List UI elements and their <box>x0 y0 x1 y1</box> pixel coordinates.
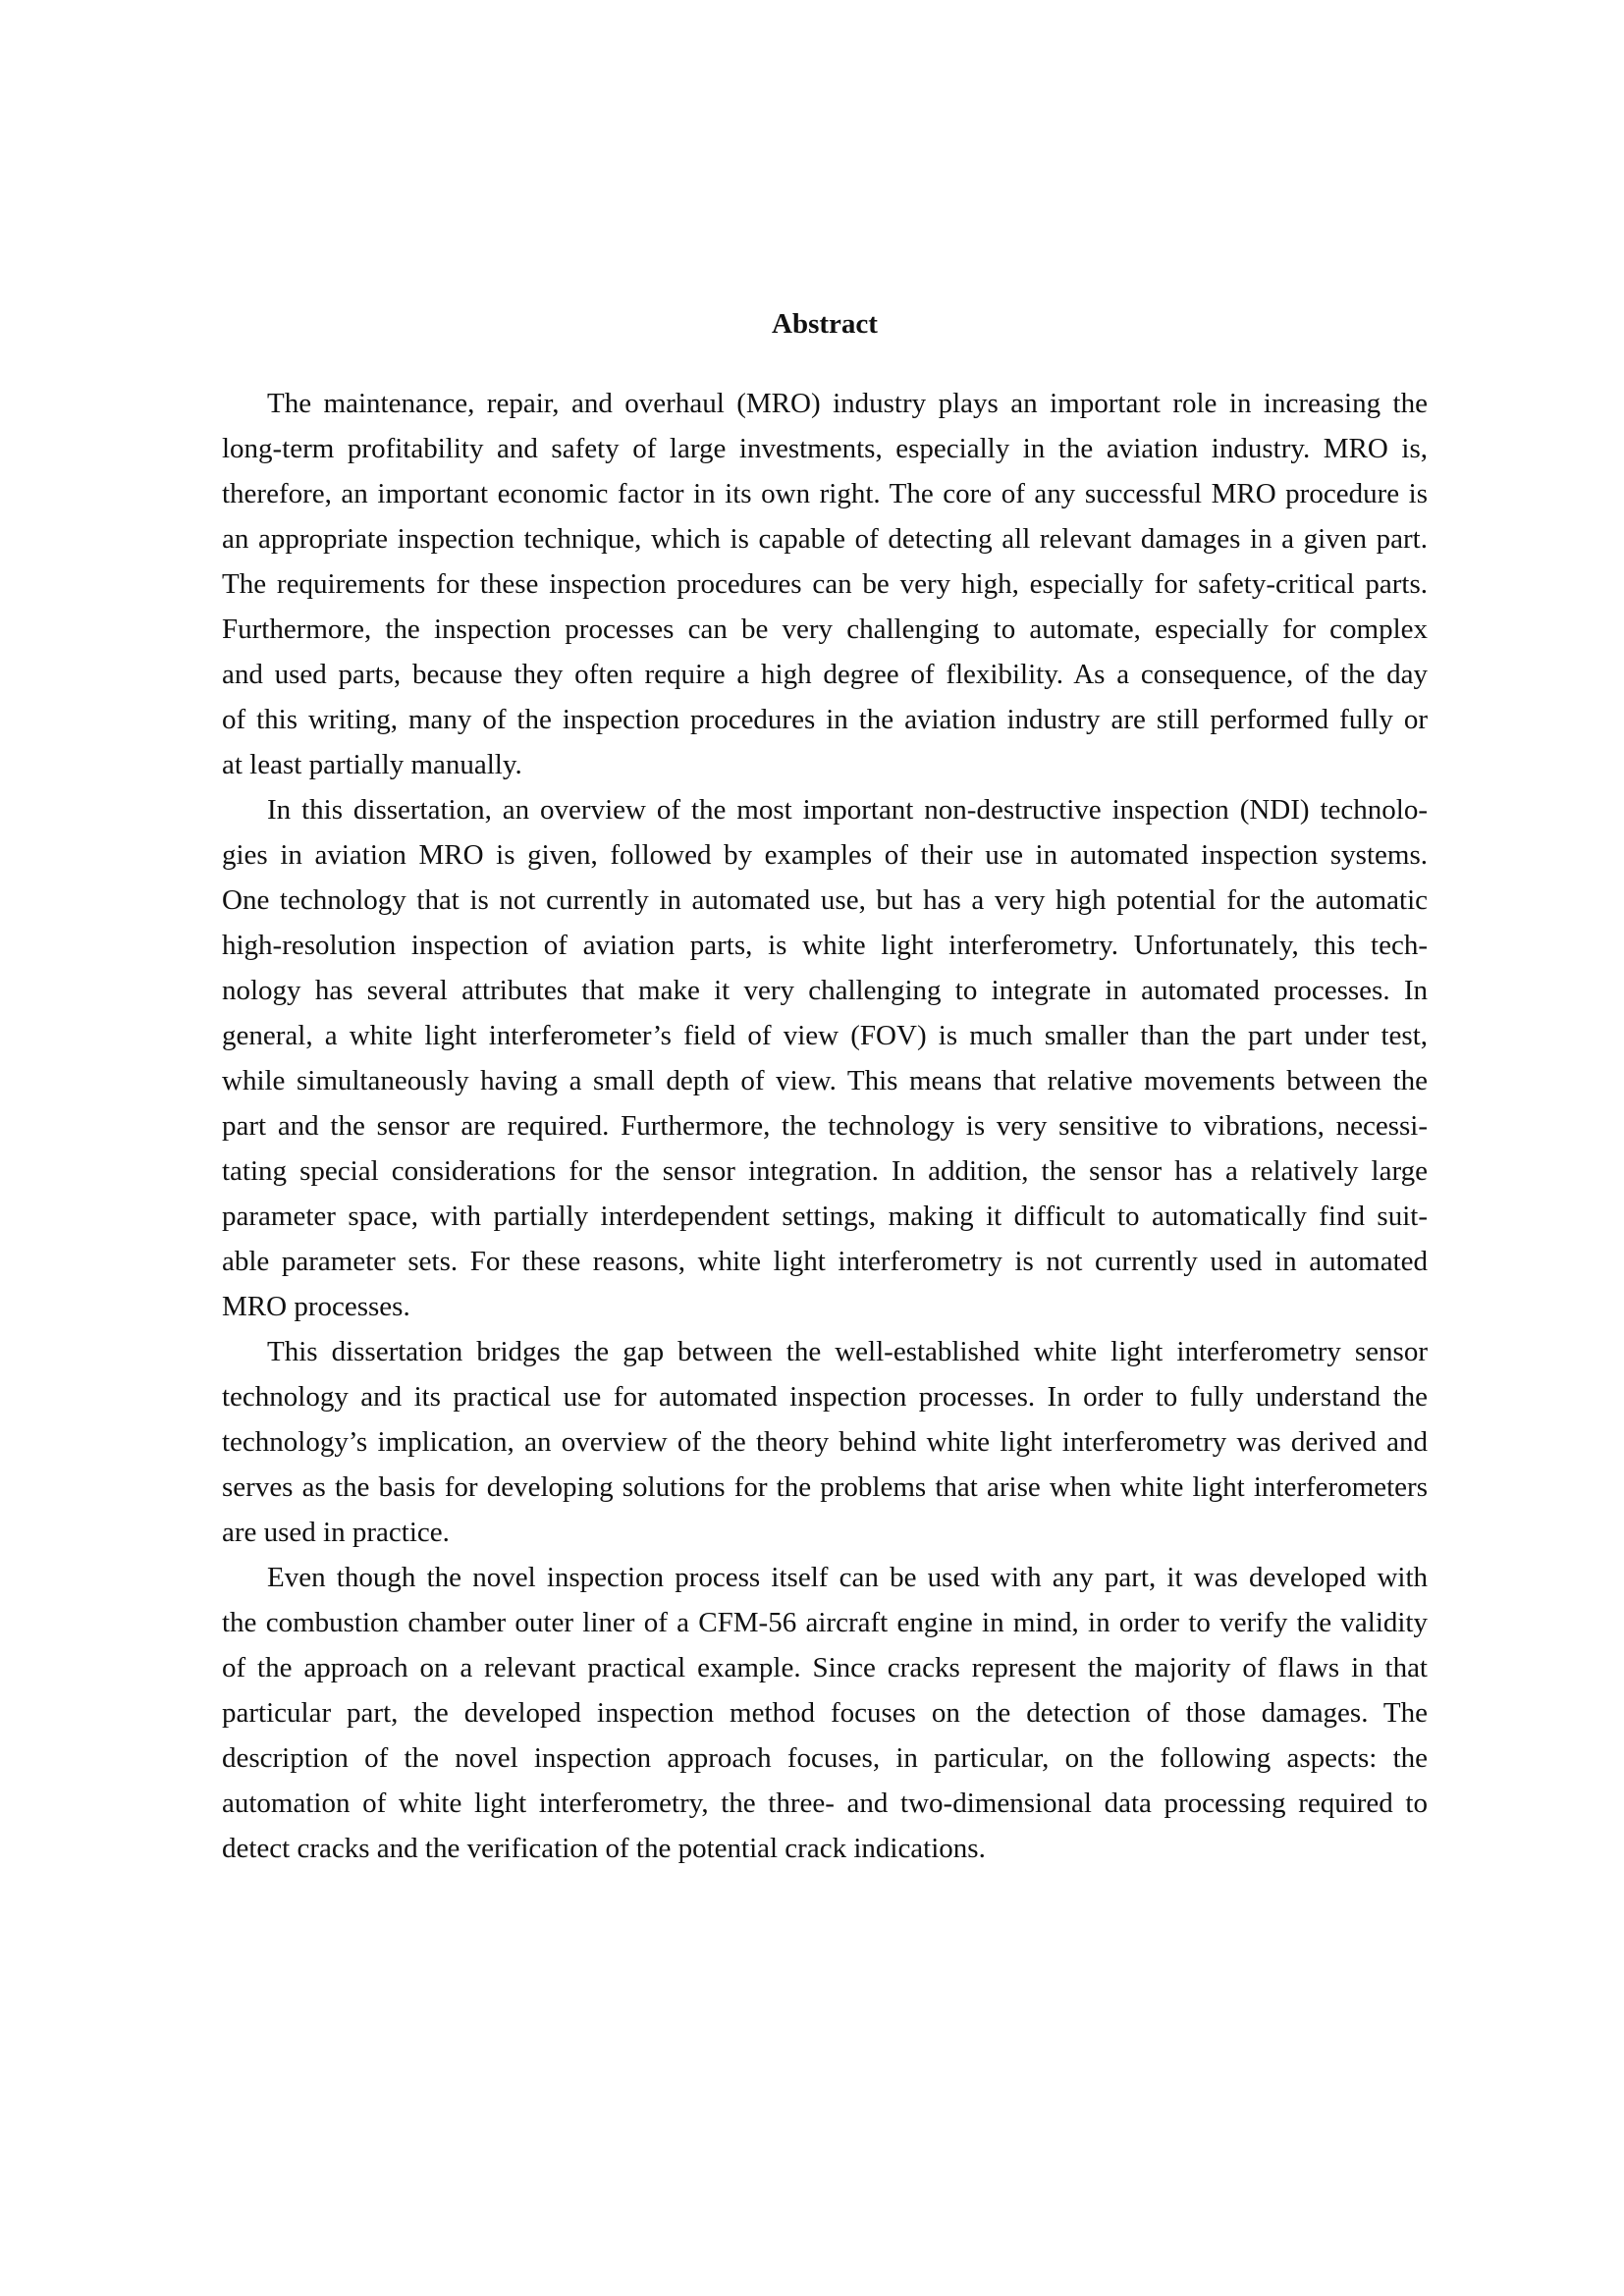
text-line: The maintenance, repair, and overhaul (MRO) industry plays an important role in increasing the <box>267 388 1428 419</box>
text-line: while simultaneously having a small depth of view. This means that relative movements between the <box>222 1065 1428 1096</box>
text-line: of the approach on a relevant practical example. Since cracks represent the majority of flaws in that <box>222 1652 1428 1683</box>
abstract-body <box>222 381 1428 1871</box>
text-line: the combustion chamber outer liner of a CFM-56 aircraft engine in mind, in order to verify the validity <box>222 1607 1428 1638</box>
text-line: detect cracks and the verification of the potential crack indications. <box>222 1833 986 1864</box>
paragraph-3 <box>222 1329 1428 1555</box>
paragraph-4 <box>222 1555 1428 1871</box>
text-line: automation of white light interferometry, the three- and two-dimensional data processing required to <box>222 1788 1428 1819</box>
text-line: gies in aviation MRO is given, followed by examples of their use in automated inspection systems. <box>222 839 1428 871</box>
paragraph-2 <box>222 787 1428 1329</box>
text-line: The requirements for these inspection procedures can be very high, especially for safety-critical parts. <box>222 568 1428 600</box>
text-line: general, a white light interferometer’s field of view (FOV) is much smaller than the part under test, <box>222 1020 1428 1051</box>
text-line: an appropriate inspection technique, which is capable of detecting all relevant damages in a given part. <box>222 523 1428 555</box>
text-line: This dissertation bridges the gap between the well-established white light interferometry sensor <box>267 1336 1428 1367</box>
text-line: at least partially manually. <box>222 749 522 780</box>
text-line: One technology that is not currently in automated use, but has a very high potential for the automatic <box>222 884 1428 916</box>
text-line: In this dissertation, an overview of the most important non-destructive inspection (NDI) technolo- <box>267 794 1428 826</box>
text-line: description of the novel inspection approach focuses, in particular, on the following aspects: the <box>222 1742 1428 1774</box>
text-line: Furthermore, the inspection processes can be very challenging to automate, especially for complex <box>222 614 1428 645</box>
text-line: parameter space, with partially interdependent settings, making it difficult to automatically find suit- <box>222 1201 1428 1232</box>
text-line: nology has several attributes that make it very challenging to integrate in automated processes. In <box>222 975 1428 1006</box>
text-line: of this writing, many of the inspection procedures in the aviation industry are still performed fully or <box>222 704 1428 735</box>
text-line: serves as the basis for developing solutions for the problems that arise when white light interferometers <box>222 1471 1428 1503</box>
text-line: long-term profitability and safety of large investments, especially in the aviation industry. MRO is, <box>222 433 1428 464</box>
paragraph-1 <box>222 381 1428 787</box>
text-line: technology’s implication, an overview of the theory behind white light interferometry was derived and <box>222 1426 1428 1458</box>
text-line: part and the sensor are required. Furthermore, the technology is very sensitive to vibrations, necessi- <box>222 1110 1428 1142</box>
text-line: therefore, an important economic factor in its own right. The core of any successful MRO procedure is <box>222 478 1428 509</box>
text-line: particular part, the developed inspection method focuses on the detection of those damages. The <box>222 1697 1428 1729</box>
text-line: technology and its practical use for automated inspection processes. In order to fully understand the <box>222 1381 1428 1413</box>
text-line: Even though the novel inspection process itself can be used with any part, it was developed with <box>267 1562 1428 1593</box>
text-line: are used in practice. <box>222 1517 450 1548</box>
text-line: tating special considerations for the sensor integration. In addition, the sensor has a relatively large <box>222 1155 1428 1187</box>
text-line: and used parts, because they often require a high degree of flexibility. As a consequence, of the day <box>222 659 1428 690</box>
text-line: MRO processes. <box>222 1291 410 1322</box>
text-line: high-resolution inspection of aviation parts, is white light interferometry. Unfortunately, this tech- <box>222 930 1428 961</box>
abstract-heading: Abstract <box>772 308 878 340</box>
text-line: able parameter sets. For these reasons, white light interferometry is not currently used in automated <box>222 1246 1428 1277</box>
